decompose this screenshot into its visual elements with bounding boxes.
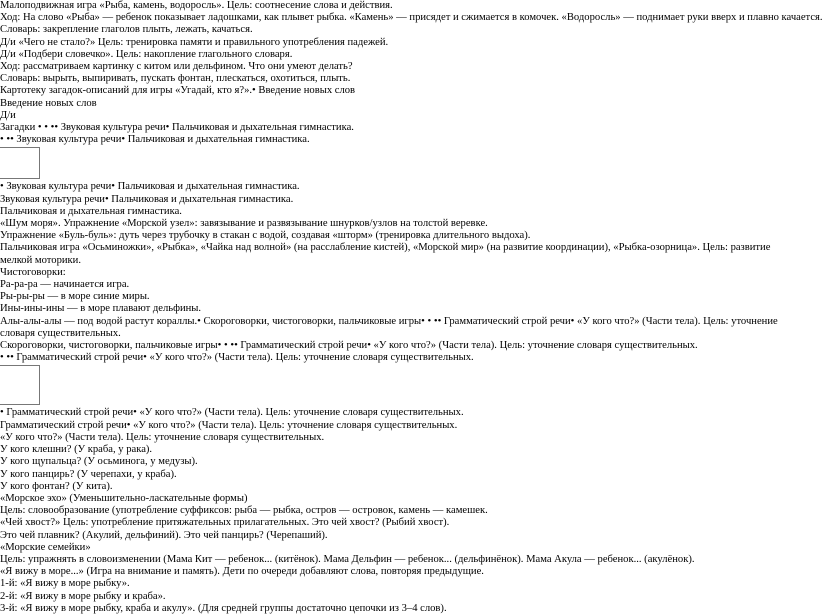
text-line: Чистоговорки: — [0, 266, 66, 278]
text-line: 2-й: «Я вижу в море рыбку и краба». — [0, 590, 166, 602]
text-line: Д/и «Чего не стало?» Цель: тренировка памяти и правильного употребления падежей. — [0, 36, 389, 48]
text-line: Словарь: закрепление глаголов плыть, лежать, качаться. — [0, 24, 253, 36]
paragraph-block-c — [0, 407, 816, 614]
text-line: «Шум моря». Упражнение «Морской узел»: завязывание и развязывание шнурков/узлов на толстой веревке. — [0, 218, 488, 230]
text-line: Загадки • • •• Звуковая культура речи• Пальчиковая и дыхательная гимнастика. — [0, 122, 354, 134]
text-line: Упражнение «Буль-буль»: дуть через трубочку в стакан с водой, создавая «шторм» (тренировка длительного выдоха). — [0, 230, 531, 242]
image-placeholder — [0, 365, 40, 405]
text-line: «Я вижу в море...» (Игра на внимание и память). Дети по очереди добавляют слова, повторяя предыдущие. — [0, 566, 484, 578]
text-line: Пальчиковая и дыхательная гимнастика. — [0, 205, 182, 217]
text-line: Цель: словообразование (употребление суффиксов: рыба — рыбка, остров — островок, камень — камешек. — [0, 505, 488, 517]
text-line: У кого фонтан? (У кита). — [0, 480, 113, 492]
text-line: 3-й: «Я вижу в море рыбку, краба и акулу». (Для средней группы достаточно цепочки из 3–4 слов). — [0, 602, 447, 614]
text-line: Цель: упражнять в словоизменении (Мама Кит — ребенок... (китёнок). Мама Дельфин — ребенок... (дельфинёнок). Мама Акула — ребенок... (акулёнок). — [0, 553, 695, 565]
text-line: «Морские семейки» — [0, 541, 91, 553]
text-line: • Грамматический строй речи• «У кого что?» (Части тела). Цель: уточнение словаря существительных. — [0, 407, 464, 419]
text-line: Малоподвижная игра «Рыба, камень, водоросль». Цель: соотнесение слова и действия. — [0, 0, 393, 11]
paragraph-block-a — [0, 0, 823, 146]
text-line: Введение новых слов — [0, 97, 97, 109]
text-line: «Морское эхо» (Уменьшительно-ласкательные формы) — [0, 492, 248, 504]
image-placeholder — [0, 147, 40, 179]
text-line: У кого клешни? (У краба, у рака). — [0, 444, 153, 456]
text-line: У кого панцирь? (У черепахи, у краба). — [0, 468, 177, 480]
text-line: Алы-алы-алы — под водой растут кораллы.• Скороговорки, чистоговорки, пальчиковые игры• • •• Грамматический строй речи• «У кого что?» (Части тела). Цель: уточнение словаря существительных. — [0, 315, 778, 339]
text-line: Пальчиковая игра «Осьминожки», «Рыбка», «Чайка над волной» (на расслабление кистей), «Морской мир» (на развитие координации), «Рыбка-озорница». Цель: развитие мелкой моторики. — [0, 242, 771, 266]
text-line: «Чей хвост?» Цель: употребление притяжательных прилагательных. Это чей хвост? (Рыбий хвост). — [0, 517, 450, 529]
text-line: Ход: рассматриваем картинку с китом или дельфином. Что они умеют делать? — [0, 61, 353, 73]
text-line: • •• Звуковая культура речи• Пальчиковая и дыхательная гимнастика. — [0, 134, 310, 146]
text-line: Скороговорки, чистоговорки, пальчиковые игры• • •• Грамматический строй речи• «У кого что?» (Части тела). Цель: уточнение словаря существительных. — [0, 340, 698, 352]
text-line: Грамматический строй речи• «У кого что?» (Части тела). Цель: уточнение словаря существительных. — [0, 419, 458, 431]
text-line: «У кого что?» (Части тела). Цель: уточнение словаря существительных. — [0, 431, 325, 443]
text-line: • Звуковая культура речи• Пальчиковая и дыхательная гимнастика. — [0, 181, 300, 193]
text-line: Словарь: вырыть, выпиривать, пускать фонтан, плескаться, охотиться, плыть. — [0, 73, 351, 85]
text-line: Д/и — [0, 109, 16, 121]
text-line: Д/и «Подбери словечко». Цель: накопление глагольного словаря. — [0, 48, 293, 60]
text-line: Ход: На слово «Рыба» — ребенок показывает ладошками, как плывет рыбка. «Камень» — присядет и сжимается в комочек. «Водоросль» — поднимает руки вверх и плавно качается. — [0, 12, 823, 24]
text-line: Картотеку загадок-описаний для игры «Угадай, кто я?».• Введение новых слов — [0, 85, 356, 97]
paragraph-block-b — [0, 181, 816, 364]
text-line: Ры-ры-ры — в море синие миры. — [0, 291, 150, 303]
text-line: Это чей плавник? (Акулий, дельфиний). Это чей панцирь? (Черепаший). — [0, 529, 328, 541]
text-line: • •• Грамматический строй речи• «У кого что?» (Части тела). Цель: уточнение словаря существительных. — [0, 352, 474, 364]
text-line: Ра-ра-ра — начинается игра. — [0, 279, 130, 291]
text-line: У кого щупальца? (У осьминога, у медузы). — [0, 456, 198, 468]
text-line: 1-й: «Я вижу в море рыбку». — [0, 578, 130, 590]
text-line: Звуковая культура речи• Пальчиковая и дыхательная гимнастика. — [0, 193, 294, 205]
text-line: Ины-ины-ины — в море плавают дельфины. — [0, 303, 202, 315]
